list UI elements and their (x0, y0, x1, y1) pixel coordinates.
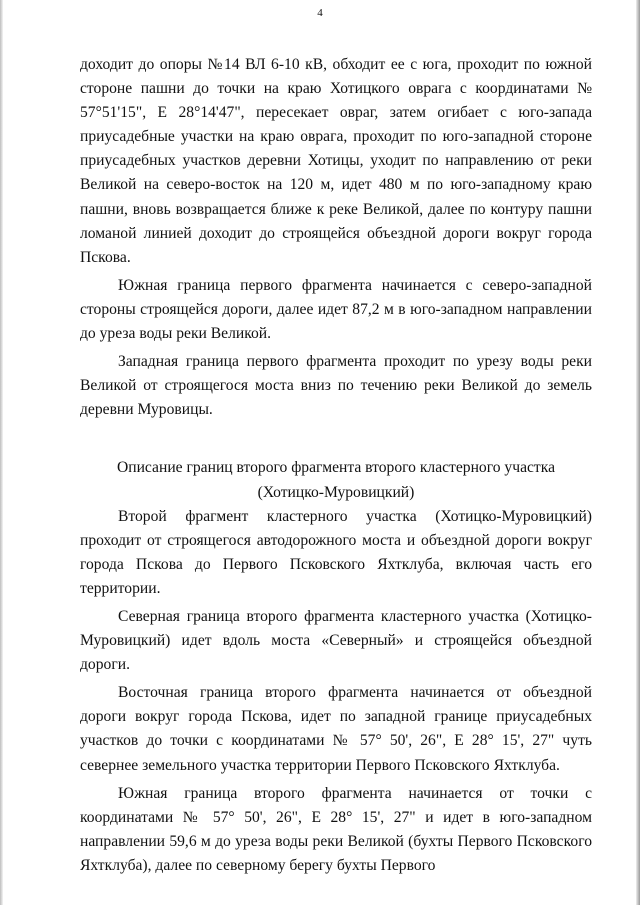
paragraph-west-border-first-fragment: Западная граница первого фрагмента проходит по урезу воды реки Великой от строящегося моста вниз по течению реки Великой до земель деревни Муровицы. (80, 353, 592, 419)
paragraph-south-border-first-fragment: Южная граница первого фрагмента начинается с северо-западной стороны строящейся дороги, далее идет 87,2 м в юго-западном направлении до уреза воды реки Великой. (80, 276, 592, 343)
section-heading-line-2: (Хотицко-Муровицкий) (257, 483, 415, 501)
paragraph-second-fragment-intro: Второй фрагмент кластерного участка (Хотицко-Муровицкий) проходит от строящегося автодорожного моста и объездной дороги вокруг города Пскова до Первого Псковского Яхтклуба, включая часть его территории. (80, 507, 592, 597)
page-number: 4 (317, 7, 323, 19)
section-heading-line-1: Описание границ второго фрагмента второго кластерного участка (116, 459, 555, 477)
paragraph-south-border-second-fragment: Южная граница второго фрагмента начинается от точки с координатами № 57° 50', 26", Е 28° 15', 27" и идет в юго-западном направлении 59,6 м до уреза воды реки Великой (бухты Первого Псковского Яхтклуба), далее по северному берегу бухты Первого (80, 784, 592, 874)
scan-edge-left (0, 0, 3, 905)
scan-edge-right (636, 0, 640, 905)
paragraph-continuation: доходит до опоры №14 ВЛ 6-10 кВ, обходит ее с юга, проходит по южной стороне пашни до точки на краю Хотицкого оврага с координатами № 57°51'15", Е 28°14'47", пересекает овраг, затем огибает с юго-запада приусадебные участки на краю оврага, проходит по юго-западной стороне приусадебных участков деревни Хотицы, уходит по направлению от реки Великой на северо-восток на 120 м, идет 480 м по юго-западному краю пашни, вновь возвращается ближе к реке Великой, далее по контуру пашни ломаной линией доходит до строящейся объездной дороги вокруг города Пскова. (80, 56, 592, 266)
paragraph-north-border-second-fragment: Северная граница второго фрагмента кластерного участка (Хотицко-Муровицкий) идет вдоль моста «Северный» и строящейся объездной дороги. (80, 607, 592, 674)
document-body (80, 53, 592, 878)
paragraph-east-border-second-fragment: Восточная граница второго фрагмента начинается от объездной дороги вокруг города Пскова, идет по западной границе приусадебных участков до точки с координатами № 57° 50', 26", Е 28° 15', 27" чуть севернее земельного участка территории Первого Псковского Яхтклуба. (80, 684, 592, 774)
